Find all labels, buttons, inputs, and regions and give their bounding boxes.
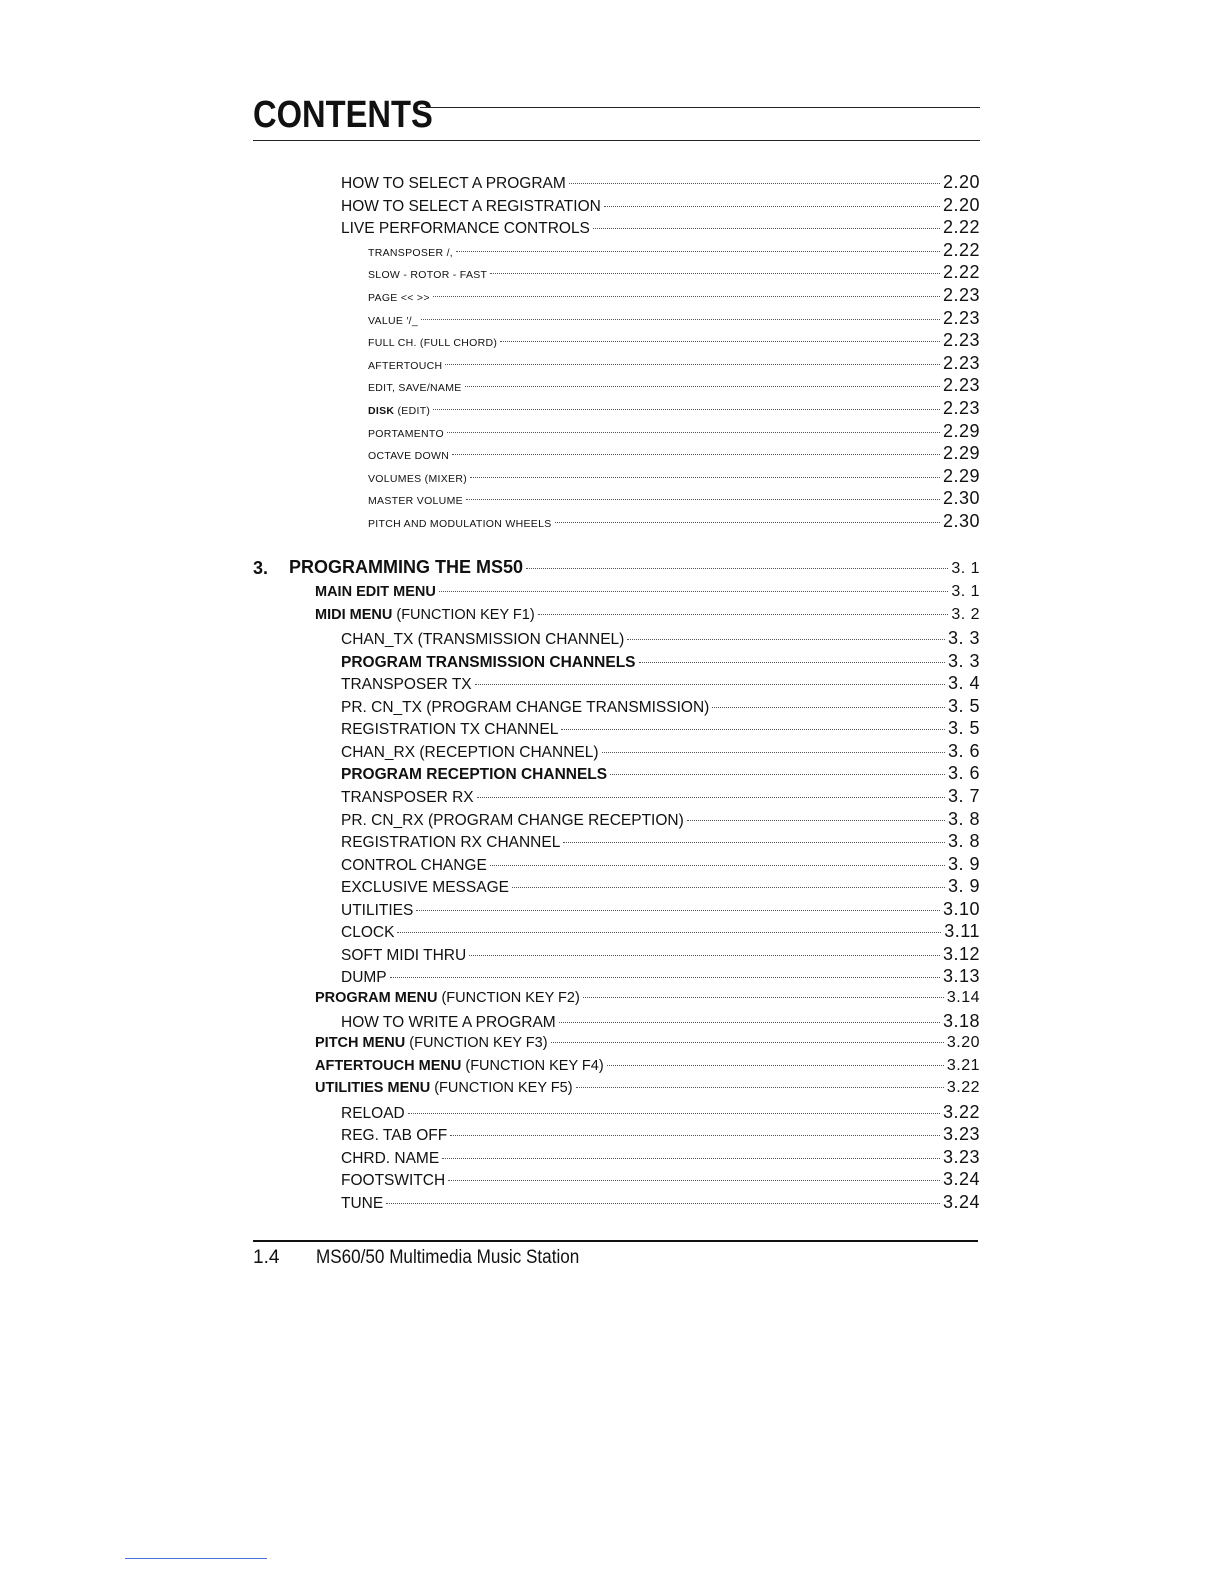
toc-page-number: 3. 6 [947,740,980,761]
dot-leader [466,499,940,500]
toc-entry-text: TRANSPOSER RX [341,788,474,806]
toc-entry-text: REGISTRATION TX CHANNEL [341,721,559,739]
toc-entry-text: CONTROL CHANGE [341,856,487,874]
toc-page-number: 3. 4 [947,673,980,694]
dot-leader [687,820,945,821]
toc-entry-text: (FUNCTION KEY F5) [430,1080,573,1097]
dot-leader [512,887,945,888]
toc-entry-label [341,175,566,193]
toc-entry [341,628,980,649]
toc-page-number: 3. 5 [947,695,980,716]
toc-entry [341,966,980,987]
toc-entry-text: LIVE PERFORMANCE CONTROLS [341,220,590,238]
toc-entry-text: UTILITIES [341,901,414,919]
dot-leader [538,614,949,615]
toc-entry-label [368,337,497,349]
toc-entry-text: RELOAD [341,1104,405,1122]
toc-entry [341,899,980,920]
toc-entry [368,285,980,306]
toc-entry-label [341,834,560,852]
dot-leader [602,752,945,753]
toc-page-number: 3. 6 [947,763,980,784]
toc-page-number: 3.23 [942,1146,980,1167]
toc-entry-text: HOW TO SELECT A PROGRAM [341,175,566,192]
toc-page-number: 2.20 [942,172,980,192]
toc-entry-label [341,879,509,897]
toc-page-number: 2.23 [942,375,980,396]
toc-page-number: 3.21 [946,1056,980,1074]
dot-leader [559,1022,940,1023]
toc-entry-text: OCTAVE DOWN [368,450,450,463]
toc-entry [368,240,980,261]
toc-entry-label [341,721,558,739]
dot-leader [561,729,945,730]
toc-entry [341,1102,980,1123]
toc-entry-text: PR. CN_RX (PROGRAM CHANGE RECEPTION) [341,811,684,829]
toc-entry-text: CLOCK [341,924,395,942]
toc-page-number: 3. 2 [951,605,980,623]
toc-entry-text: (EDIT) [394,405,431,417]
header-rule-top [420,107,980,108]
toc-entry [368,443,980,464]
toc-page-number: 3.14 [946,988,980,1006]
dot-leader [448,1180,940,1181]
dot-leader [408,1113,940,1114]
toc-entry-label [315,584,436,600]
toc-page-number: 2.29 [942,443,980,464]
toc-entry [368,398,980,419]
toc-entry-text: VALUE ′/_ [368,314,418,327]
toc-page-number: 2.23 [942,285,980,305]
toc-page-number: 3.24 [942,1191,980,1212]
dot-leader [555,522,940,523]
toc-entry-label [341,631,624,649]
toc-entry-bold-label: AFTERTOUCH MENU [315,1057,462,1074]
toc-page-number: 3. 3 [947,628,980,649]
dot-leader [477,797,945,798]
toc-page-number: 2.23 [942,352,980,373]
toc-entry [315,1057,980,1075]
toc-entry-text: MASTER VOLUME [368,495,463,508]
toc-page-number: 3.23 [942,1124,980,1145]
toc-entry-text: CHRD. NAME [341,1149,440,1167]
toc-page-number: 3. 9 [947,876,980,897]
toc-entry-label [368,405,430,417]
toc-entry-text: EXCLUSIVE MESSAGE [341,879,509,897]
toc-entry [368,330,980,351]
toc-entry-label [341,744,599,762]
toc-page-number: 3. 3 [947,650,980,671]
toc-entry-label [341,676,472,694]
dot-leader [607,1065,944,1066]
toc-entry-label [368,495,463,507]
toc-entry-text: TRANSPOSER TX [341,676,472,694]
toc-entry-label [341,924,394,942]
toc-entry-label [341,1195,383,1213]
dot-leader [639,662,945,663]
dot-leader [470,477,940,478]
toc-entry-label [341,1172,445,1190]
toc-entry-label [341,699,709,717]
toc-entry [341,763,980,784]
toc-page-number: 2.20 [942,194,980,215]
toc-entry-bold-label: UTILITIES MENU [315,1080,431,1097]
toc-entry [368,421,980,442]
toc-entry-label [315,1035,548,1051]
chapter-page-number: 3. 1 [951,560,980,577]
dot-leader [433,409,940,410]
toc-page-number: 2.23 [942,398,980,418]
toc-page-number: 2.30 [942,511,980,531]
toc-page-number: 3.22 [946,1079,980,1097]
toc-page-number: 3. 5 [947,718,980,739]
toc-page-number: 3.22 [942,1101,980,1122]
toc-entry-bold-label: DISK [368,405,395,417]
toc-entry-text: TRANSPOSER /, [368,246,453,259]
dot-leader [421,319,940,320]
toc-entry-text: PORTAMENTO [368,427,444,440]
footer-rule [253,1240,978,1242]
toc-entry [368,353,980,374]
dot-leader [416,910,940,911]
toc-entry-label [341,902,413,920]
toc-page-number: 2.23 [942,330,980,351]
toc-entry [341,1124,980,1145]
toc-page-number: 2.29 [942,420,980,441]
toc-entry-label [368,247,453,259]
toc-page-number: 3.13 [942,966,980,987]
toc-entry-label [341,766,607,784]
toc-entry-bold-label: MAIN EDIT MENU [315,584,436,600]
toc-entry-label [315,607,535,623]
toc-entry-text: SOFT MIDI THRU [341,946,467,964]
toc-entry-label [315,1080,573,1096]
toc-entry-label [341,198,601,216]
dot-leader [475,684,945,685]
toc-page-number: 3. 8 [947,831,980,852]
toc-entry-label [368,428,444,440]
toc-page-number: 2.22 [942,217,980,238]
dot-leader [490,865,945,866]
toc-entry [368,488,980,509]
toc-entry [315,989,980,1007]
dot-leader [447,432,940,433]
toc-entry [341,1147,980,1168]
toc-entry-label [368,450,449,462]
dot-leader [551,1042,944,1043]
toc-entry-text: REGISTRATION RX CHANNEL [341,834,561,852]
toc-entry-text: VOLUMES (MIXER) [368,472,468,485]
toc-entry-label [315,990,580,1006]
toc-page-number: 3.11 [944,921,980,942]
toc-entry-label [341,1014,556,1032]
toc-entry-label [368,269,487,281]
toc-entry [341,217,980,238]
toc-entry-text: DUMP [341,969,387,987]
toc-page-number: 3.18 [942,1011,980,1032]
toc-entry [341,944,980,965]
dot-leader [576,1087,944,1088]
toc-entry-text: (FUNCTION KEY F4) [461,1057,604,1074]
toc-page-number: 3. 9 [947,853,980,874]
toc-page-number: 2.30 [942,488,980,509]
dot-leader [452,454,940,455]
toc-page-number: 3.24 [942,1169,980,1190]
toc-entry [368,466,980,487]
toc-entry [341,1169,980,1190]
toc-entry-text: (FUNCTION KEY F3) [405,1035,548,1051]
toc-page-number: 2.29 [942,465,980,486]
dot-leader [583,997,944,998]
toc-page-number: 3.10 [942,898,980,919]
dot-leader [563,842,945,843]
toc-entry-bold-label: PROGRAM RECEPTION CHANNELS [341,766,608,784]
toc-entry [315,1034,980,1052]
toc-entry-text: TUNE [341,1194,384,1212]
toc-entry-label [341,969,387,987]
toc-entry [341,876,980,897]
toc-entry-label [341,812,684,830]
toc-entry-label [368,382,462,394]
toc-entry [341,673,980,694]
dot-leader [712,707,945,708]
toc-entry-label [315,1058,604,1074]
toc-entry-text: HOW TO SELECT A REGISTRATION [341,197,601,215]
dot-leader [397,932,941,933]
dot-leader [604,206,940,207]
toc-entry [341,831,980,852]
footer-page-number: 1.4 [253,1247,280,1268]
toc-entry-label [368,518,552,530]
header-rule-bottom [253,140,980,141]
dot-leader [386,1203,940,1204]
toc-entry [341,741,980,762]
toc-page-number: 2.23 [942,307,980,328]
toc-page-number: 3. 1 [951,583,980,600]
toc-entry-bold-label: MIDI MENU [315,606,393,623]
toc-entry [368,375,980,396]
toc-entry-text: PR. CN_TX (PROGRAM CHANGE TRANSMISSION) [341,698,710,716]
dot-leader [456,251,940,252]
toc-entry [341,696,980,717]
toc-entry [341,172,980,193]
toc-entry-bold-label: PITCH MENU [315,1035,406,1051]
toc-entry-label [341,1127,447,1145]
toc-entry-text: CHAN_TX (TRANSMISSION CHANNEL) [341,631,625,649]
toc-entry [341,921,980,942]
toc-page-number: 2.22 [942,262,980,283]
toc-entry-text: AFTERTOUCH [368,359,443,372]
toc-entry [368,308,980,329]
dot-leader [445,364,940,365]
toc-entry-label [368,292,430,304]
toc-entry [341,854,980,875]
toc-entry-label [341,654,636,672]
dot-leader [465,386,940,387]
toc-entry-label [368,360,442,372]
dot-leader [450,1135,940,1136]
toc-entry-text: CHAN_RX (RECEPTION CHANNEL) [341,743,599,761]
toc-entry-text: EDIT, SAVE/NAME [368,382,462,395]
dot-leader [610,774,945,775]
toc-entry-text: SLOW - ROTOR - FAST [368,269,488,282]
toc-entry-text: PAGE << >> [368,292,430,304]
dot-leader [593,228,940,229]
toc-entry [315,606,980,624]
toc-entry-text: FOOTSWITCH [341,1172,446,1190]
toc-entry [341,718,980,739]
toc-entry [341,809,980,830]
toc-entry [315,583,980,601]
toc-entry-label [368,473,467,485]
dot-leader [433,296,940,297]
toc-entry-bold-label: PROGRAM MENU [315,989,438,1006]
dot-leader [469,955,940,956]
dot-leader [569,183,940,184]
toc-entry-label [341,1105,405,1123]
toc-entry-label [341,789,474,807]
dot-leader [526,568,948,569]
toc-page-number: 3.12 [942,943,980,964]
toc-entry-bold-label: PROGRAM TRANSMISSION CHANNELS [341,653,636,671]
toc-entry [341,1011,980,1032]
footer-title: MS60/50 Multimedia Music Station [316,1247,580,1268]
dot-leader [627,639,945,640]
toc-page-number: 2.22 [942,239,980,260]
dot-leader [490,273,940,274]
toc-entry-label [341,1150,439,1168]
dot-leader [439,591,948,592]
toc-page-number: 3. 8 [947,808,980,829]
toc-entry [341,195,980,216]
dot-leader [442,1158,940,1159]
toc-entry [368,511,980,532]
chapter-heading [289,557,980,578]
chapter-title: PROGRAMMING THE MS50 [289,557,524,577]
toc-entry-text: FULL CH. (FULL CHORD) [368,337,498,350]
toc-entry-label [341,947,466,965]
toc-entry-label [341,220,590,238]
toc-entry-text: REG. TAB OFF [341,1127,448,1145]
toc-entry [368,262,980,283]
toc-entry [341,786,980,807]
toc-entry-label [341,857,487,875]
bottom-blue-rule [125,1558,267,1559]
dot-leader [390,977,940,978]
toc-entry [341,651,980,672]
chapter-number: 3. [253,558,269,578]
toc-page-number: 3. 7 [947,785,980,806]
toc-page-number: 3.20 [946,1034,980,1051]
toc-entry-text: (FUNCTION KEY F2) [437,989,580,1006]
toc-entry [315,1079,980,1097]
toc-entry-text: (FUNCTION KEY F1) [392,606,535,623]
page-title: CONTENTS [253,94,433,136]
dot-leader [500,341,940,342]
toc-entry-text: HOW TO WRITE A PROGRAM [341,1014,556,1032]
toc-entry [341,1192,980,1213]
toc-entry-text: PITCH AND MODULATION WHEELS [368,518,552,530]
toc-entry-label [368,315,418,327]
